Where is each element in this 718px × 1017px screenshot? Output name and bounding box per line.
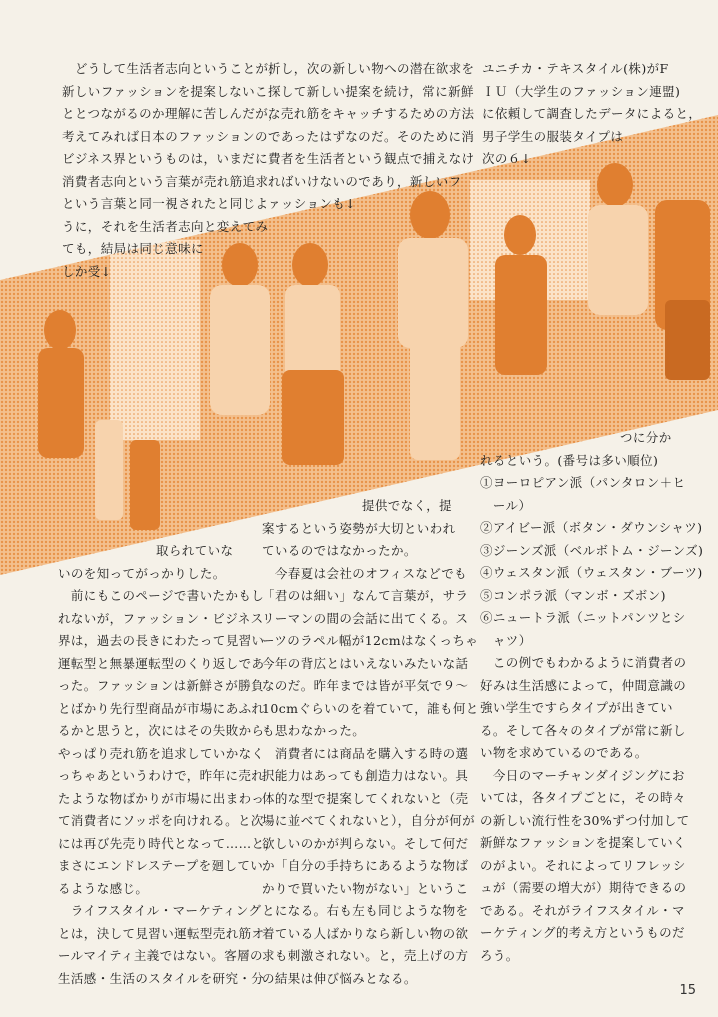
text-line: 前にもこのページで書いたかもし (58, 588, 265, 603)
text-line: ＩＵ（大学生のファッション連盟) (482, 83, 681, 99)
text-line: ととつながるのか理解に苦しんだが， (62, 106, 282, 121)
text-line: であったはずなのだ。そのために消 (268, 128, 475, 144)
text-line: ④ウェスタン派（ウェスタン・ブーツ) (480, 565, 703, 580)
text-line: 体的な型で提案してくれないと（売 (262, 790, 469, 806)
text-line: とは，決して見習い運転型売れ筋オ (58, 925, 265, 941)
text-line: 探して新しい提案を続け，常に新鮮 (268, 83, 474, 99)
text-line: の新しい流行性を30%ずつ付加して (480, 812, 690, 828)
text-line: どうして生活者志向ということが， (62, 61, 282, 76)
text-line: リーマンの間の会話に出てくる。ス (262, 610, 469, 626)
text-line: ③ジーンズ派（ベルボトム・ジーンズ) (480, 542, 704, 558)
text-line: とばかり先行型商品が市場にあふれ (58, 700, 265, 716)
text-line: 案するという姿勢が大切といわれ (262, 520, 456, 536)
text-line: ァッションも↓ (268, 196, 357, 211)
text-line: ているのではなかったか。 (262, 543, 417, 558)
text-line: とになる。右も左も同じような物を (262, 903, 469, 918)
text-line: 今年の背広とはいえないみたいな話 (262, 655, 469, 671)
text-line: 男子学生の服装タイプは (482, 128, 624, 144)
text-line: 「君のは細い」なんて言葉が，サラ (262, 588, 469, 603)
text-line: ールマイティ主義ではない。客層の (58, 948, 263, 963)
text-line: て消費者にソッポを向けれる。と次 (58, 813, 264, 828)
text-line: ール） (480, 497, 532, 513)
text-line: 場に並べてくれないと），自分が何が (262, 813, 476, 828)
text-line: ライフスタイル・マーケティング (58, 903, 262, 918)
text-line: 10cmぐらいのを着ていて，誰も何と (262, 700, 479, 716)
text-line: る。そして各々のタイプが常に新し (480, 722, 686, 738)
page-number: 15 (679, 983, 696, 998)
text-line: の結果は伸び悩みとなる。 (262, 970, 417, 986)
text-line: い物を求めているのである。 (480, 745, 648, 760)
text-line: に依頼して調査したデータによると， (482, 106, 702, 121)
text-line: 欲しいのかが判らない。そして何だ (262, 835, 469, 851)
article-column-3-bottom (480, 427, 703, 967)
text-line: なのだ。昨年までは皆が平気で９～ (262, 678, 469, 693)
text-line: いては，各タイプごとに，その時々 (480, 790, 686, 805)
text-line: いのを知ってがっかりした。 (58, 565, 226, 581)
text-line: 考えてみれば日本のファッションの (62, 128, 268, 144)
text-line: かりで買いたい物がない」というこ (262, 880, 469, 896)
text-line: しか受↓ (62, 263, 112, 279)
text-line: 次の６↓ (482, 151, 532, 166)
text-line: な売れ筋をキャッチするための方法 (268, 106, 475, 121)
text-line: れないが，ファッション・ビジネス (58, 610, 264, 626)
text-line: のがよい。それによってリフレッシ (480, 857, 686, 873)
text-line: 析し，次の新しい物への潜在欲求を (268, 61, 475, 76)
text-line: やっぱり売れ筋を追求していかなく (58, 745, 265, 761)
text-line: には再び先売り時代となって……と， (58, 835, 278, 851)
text-line: っちゃあというわけで，昨年に売れ (58, 768, 265, 783)
text-line: 着ている人ばかりなら新しい物の欲 (262, 925, 469, 941)
text-line: ればいけないのであり，新しいフ (268, 173, 462, 189)
text-line: 新鮮なファッションを提案していく (480, 835, 686, 850)
text-line: った。ファッションは新鮮さが勝負 (58, 678, 264, 693)
text-line: ーツのラペル幅が12cmはなくっちゃ (262, 633, 479, 648)
text-line: か「自分の手持ちにあるような物ば (262, 858, 469, 873)
text-line: つに分か (620, 430, 672, 445)
text-line: も思わなかった。 (262, 723, 366, 738)
text-line: 今春夏は会社のオフィスなどでも (262, 565, 468, 581)
text-line: 費者を生活者という観点で捕えなけ (268, 151, 475, 166)
text-line: ⑤コンポラ派（マンボ・ズボン) (480, 587, 666, 603)
text-line: れるという。(番号は多い順位) (480, 452, 659, 468)
text-line: まさにエンドレステープを廻してい (58, 858, 264, 873)
article-column-1-top (62, 58, 281, 283)
text-line: 今日のマーチャンダイジングにお (480, 767, 685, 783)
text-line: ①ヨーロピアン派（パンタロン＋ヒ (480, 475, 686, 490)
text-line: 新しいファッションを提案しないこ (62, 83, 268, 99)
article-column-2-bottom (262, 495, 479, 990)
article-column-2-top (268, 58, 474, 216)
text-line: 好みは生活感によって，仲間意識の (480, 677, 687, 693)
text-line: 取られていな (156, 543, 234, 558)
text-line: ⑥ニュートラ派（ニットパンツとシ (480, 610, 686, 625)
text-line: この例でもわかるように消費者の (480, 655, 687, 670)
text-line: 提供でなく，提 (362, 498, 453, 513)
text-line: ユニチカ・テキスタイル(株)がF (482, 61, 669, 76)
text-line: ろう。 (480, 947, 519, 963)
text-line: 界は，過去の長きにわたって見習い (58, 633, 265, 648)
text-line: るような感じ。 (58, 880, 149, 896)
text-line: 消費者志向という言葉が売れ筋追求 (62, 173, 269, 189)
text-line: うに，それを生活者志向と変えてみ (62, 218, 269, 234)
text-line: という言葉と同一視されたと同じよ (62, 196, 269, 211)
text-line: 生活感・生活のスタイルを研究・分 (58, 970, 265, 986)
text-line: ーケティング的考え方というものだ (480, 925, 685, 940)
text-line: 強い学生ですらタイプが出きてい (480, 700, 673, 715)
article-column-1-bottom (58, 540, 277, 990)
text-line: 択能力はあっても創造力はない。具 (262, 768, 469, 783)
text-line: 求も刺激されない。と，売上げの方 (262, 948, 469, 963)
text-line: ても，結局は同じ意味に (62, 241, 204, 256)
article-column-3-top (482, 58, 701, 171)
text-line: ュが（需要の増大が）期待できるの (480, 880, 687, 895)
text-line: ②アイビー派（ボタン・ダウンシャツ) (480, 520, 703, 535)
text-line: 消費者には商品を購入する時の選 (262, 745, 469, 761)
text-line: である。それがライフスタイル・マ (480, 902, 685, 918)
text-line: ャツ） (480, 632, 532, 648)
text-line: るかと思うと，次にはその失敗から (58, 723, 265, 738)
text-line: ビジネス界というものは，いまだに (62, 151, 269, 166)
text-line: 運転型と無暴運転型のくり返しであ (58, 655, 265, 671)
text-line: たような物ばかりが市場に出まわっ (58, 790, 265, 806)
